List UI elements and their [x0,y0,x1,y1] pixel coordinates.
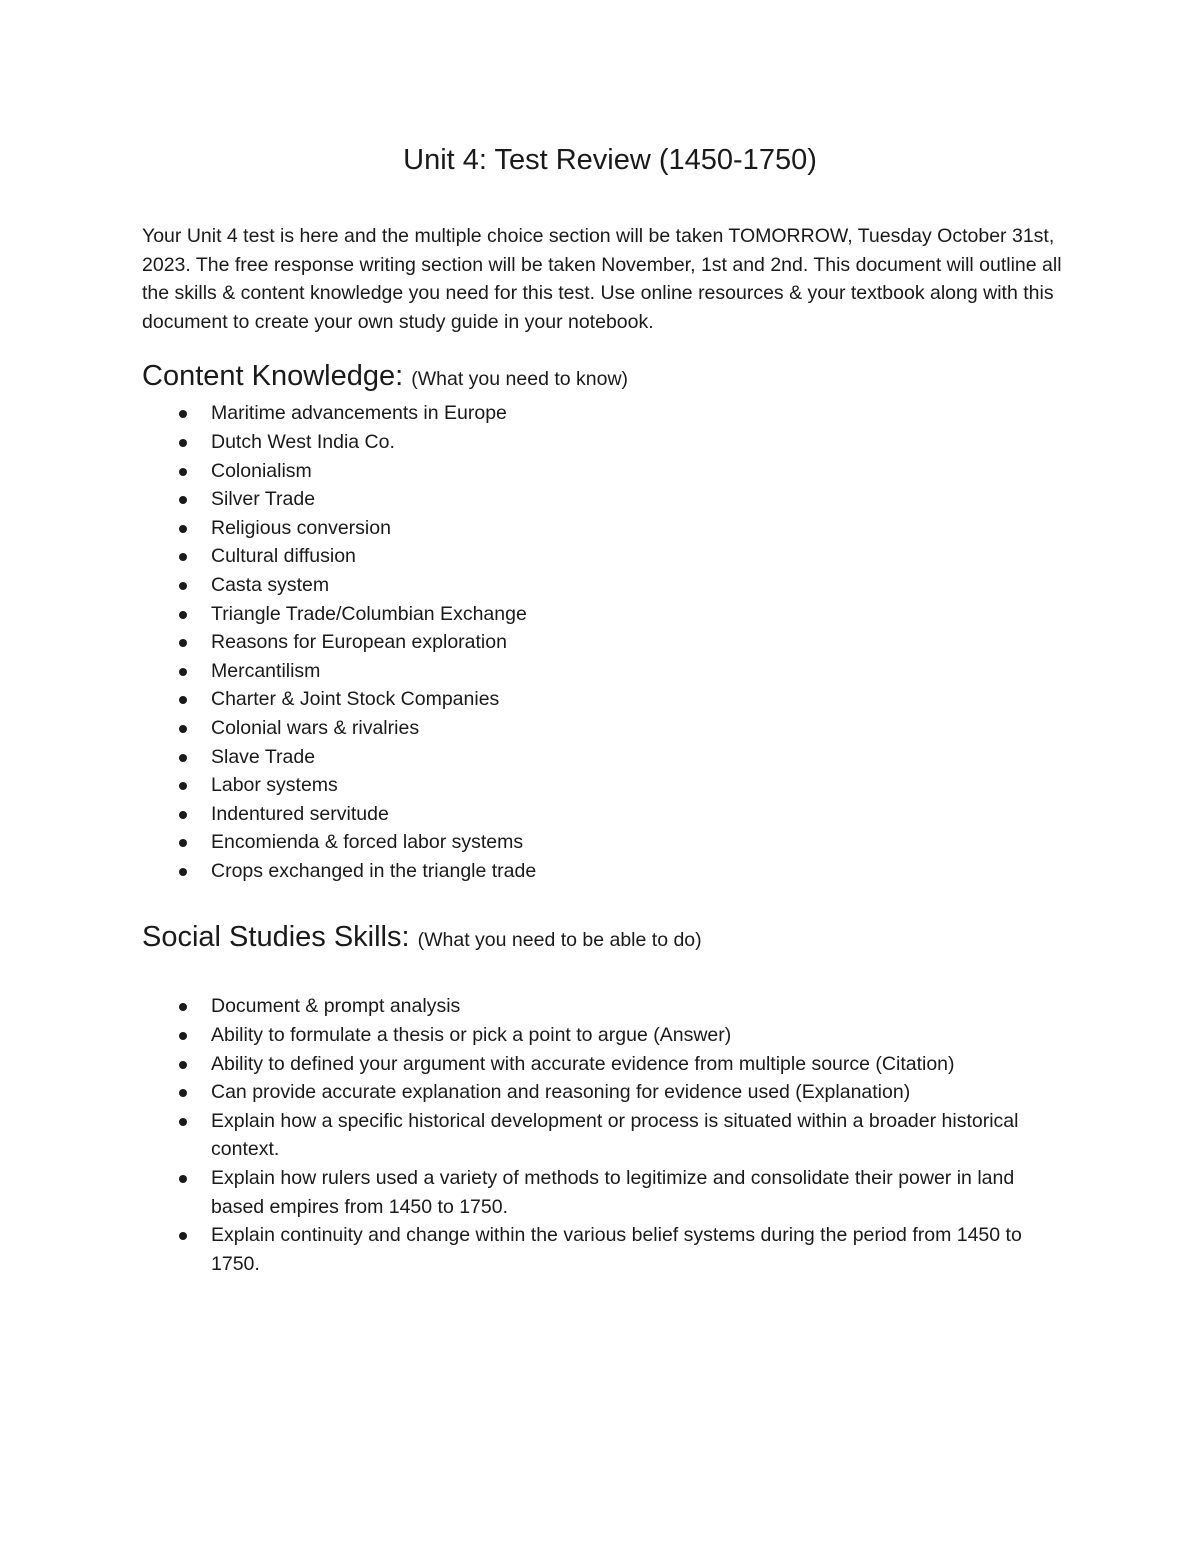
bullet-icon [179,839,187,847]
document-page [142,138,1062,1278]
list-item-text: Religious conversion [211,516,391,539]
bullet-icon [179,582,187,590]
bullet-icon [179,611,187,619]
list-item-text: Slave Trade [211,745,316,768]
list-item-text: Triangle Trade/Columbian Exchange [211,602,527,625]
list-item-text: Colonial wars & rivalries [211,716,420,739]
list-item [142,571,1062,600]
content-knowledge-heading [142,356,1062,399]
bullet-icon [179,782,187,790]
list-item [142,992,1062,1021]
bullet-icon [179,410,187,418]
list-item-text: Document & prompt analysis [211,995,461,1018]
list-item-text: Mercantilism [211,659,321,682]
bullet-icon [179,525,187,533]
list-item [142,714,1062,743]
list-item-text: Can provide accurate explanation and reasoning for evidence used (Explanation) [211,1081,911,1104]
list-item [142,685,1062,714]
bullet-icon [179,439,187,447]
list-item [142,457,1062,486]
list-item [142,828,1062,857]
document-title: Unit 4: Test Review (1450-1750) [403,144,817,176]
bullet-icon [179,811,187,819]
list-item [142,1107,1062,1164]
bullet-icon [179,754,187,762]
list-item-text: Crops exchanged in the triangle trade [211,859,537,882]
list-item [142,1078,1062,1107]
social-studies-skills-list [142,992,1062,1278]
social-studies-skills-heading [142,917,1062,960]
bullet-icon [179,1032,187,1040]
list-item [142,743,1062,772]
list-item [142,399,1062,428]
list-item-text: Charter & Joint Stock Companies [211,688,500,711]
list-item-text: Explain how a specific historical development or process is situated within a broader historical context. [211,1109,1019,1161]
list-item-text: Ability to formulate a thesis or pick a point to argue (Answer) [211,1024,732,1047]
list-item-text: Ability to defined your argument with accurate evidence from multiple source (Citation) [211,1052,955,1075]
bullet-icon [179,696,187,704]
list-item [142,542,1062,571]
list-item-text: Reasons for European exploration [211,631,507,654]
bullet-icon [179,468,187,476]
list-item-text: Silver Trade [211,488,316,511]
list-item [142,800,1062,829]
list-item [142,657,1062,686]
bullet-icon [179,553,187,561]
list-item [142,857,1062,886]
bullet-icon [179,496,187,504]
list-item [142,428,1062,457]
list-item [142,485,1062,514]
list-item [142,1164,1062,1221]
bullet-icon [179,1232,187,1240]
bullet-icon [179,1061,187,1069]
list-item [142,600,1062,629]
intro-paragraph: Your Unit 4 test is here and the multiple choice section will be taken TOMORROW, Tuesday October 31st, 2023. The free response writing section will be taken November, 1st and 2nd. This document will outline all the skills & content knowledge you need for this test. Use online resources & your textbook along with this document to create your own study guide in your notebook. [142,225,1062,333]
list-item-text: Casta system [211,573,330,596]
content-knowledge-list [142,399,1062,885]
content-knowledge-subtitle: (What you need to know) [411,368,629,391]
bullet-icon [179,1003,187,1011]
social-studies-skills-subtitle: (What you need to be able to do) [417,929,702,952]
bullet-icon [179,1118,187,1126]
list-item-text: Maritime advancements in Europe [211,402,507,425]
social-studies-skills-title: Social Studies Skills: [142,921,410,954]
list-item [142,1050,1062,1079]
list-item-text: Labor systems [211,774,338,797]
bullet-icon [179,1089,187,1097]
list-item-text: Explain continuity and change within the various belief systems during the period from 1450 to 1750. [211,1224,1022,1275]
bullet-icon [179,639,187,647]
list-item-text: Colonialism [211,459,312,482]
content-knowledge-title: Content Knowledge: [142,360,404,393]
list-item [142,628,1062,657]
list-item [142,514,1062,543]
list-item-text: Indentured servitude [211,802,389,825]
list-item [142,771,1062,800]
bullet-icon [179,668,187,676]
list-item-text: Explain how rulers used a variety of methods to legitimize and consolidate their power in land based empires from 1450 to 1750. [211,1167,1015,1218]
bullet-icon [179,1175,187,1183]
list-item-text: Cultural diffusion [211,545,356,568]
bullet-icon [179,725,187,733]
list-item-text: Dutch West India Co. [211,430,395,453]
list-item [142,1221,1062,1278]
bullet-icon [179,868,187,876]
list-item-text: Encomienda & forced labor systems [211,831,524,854]
list-item [142,1021,1062,1050]
